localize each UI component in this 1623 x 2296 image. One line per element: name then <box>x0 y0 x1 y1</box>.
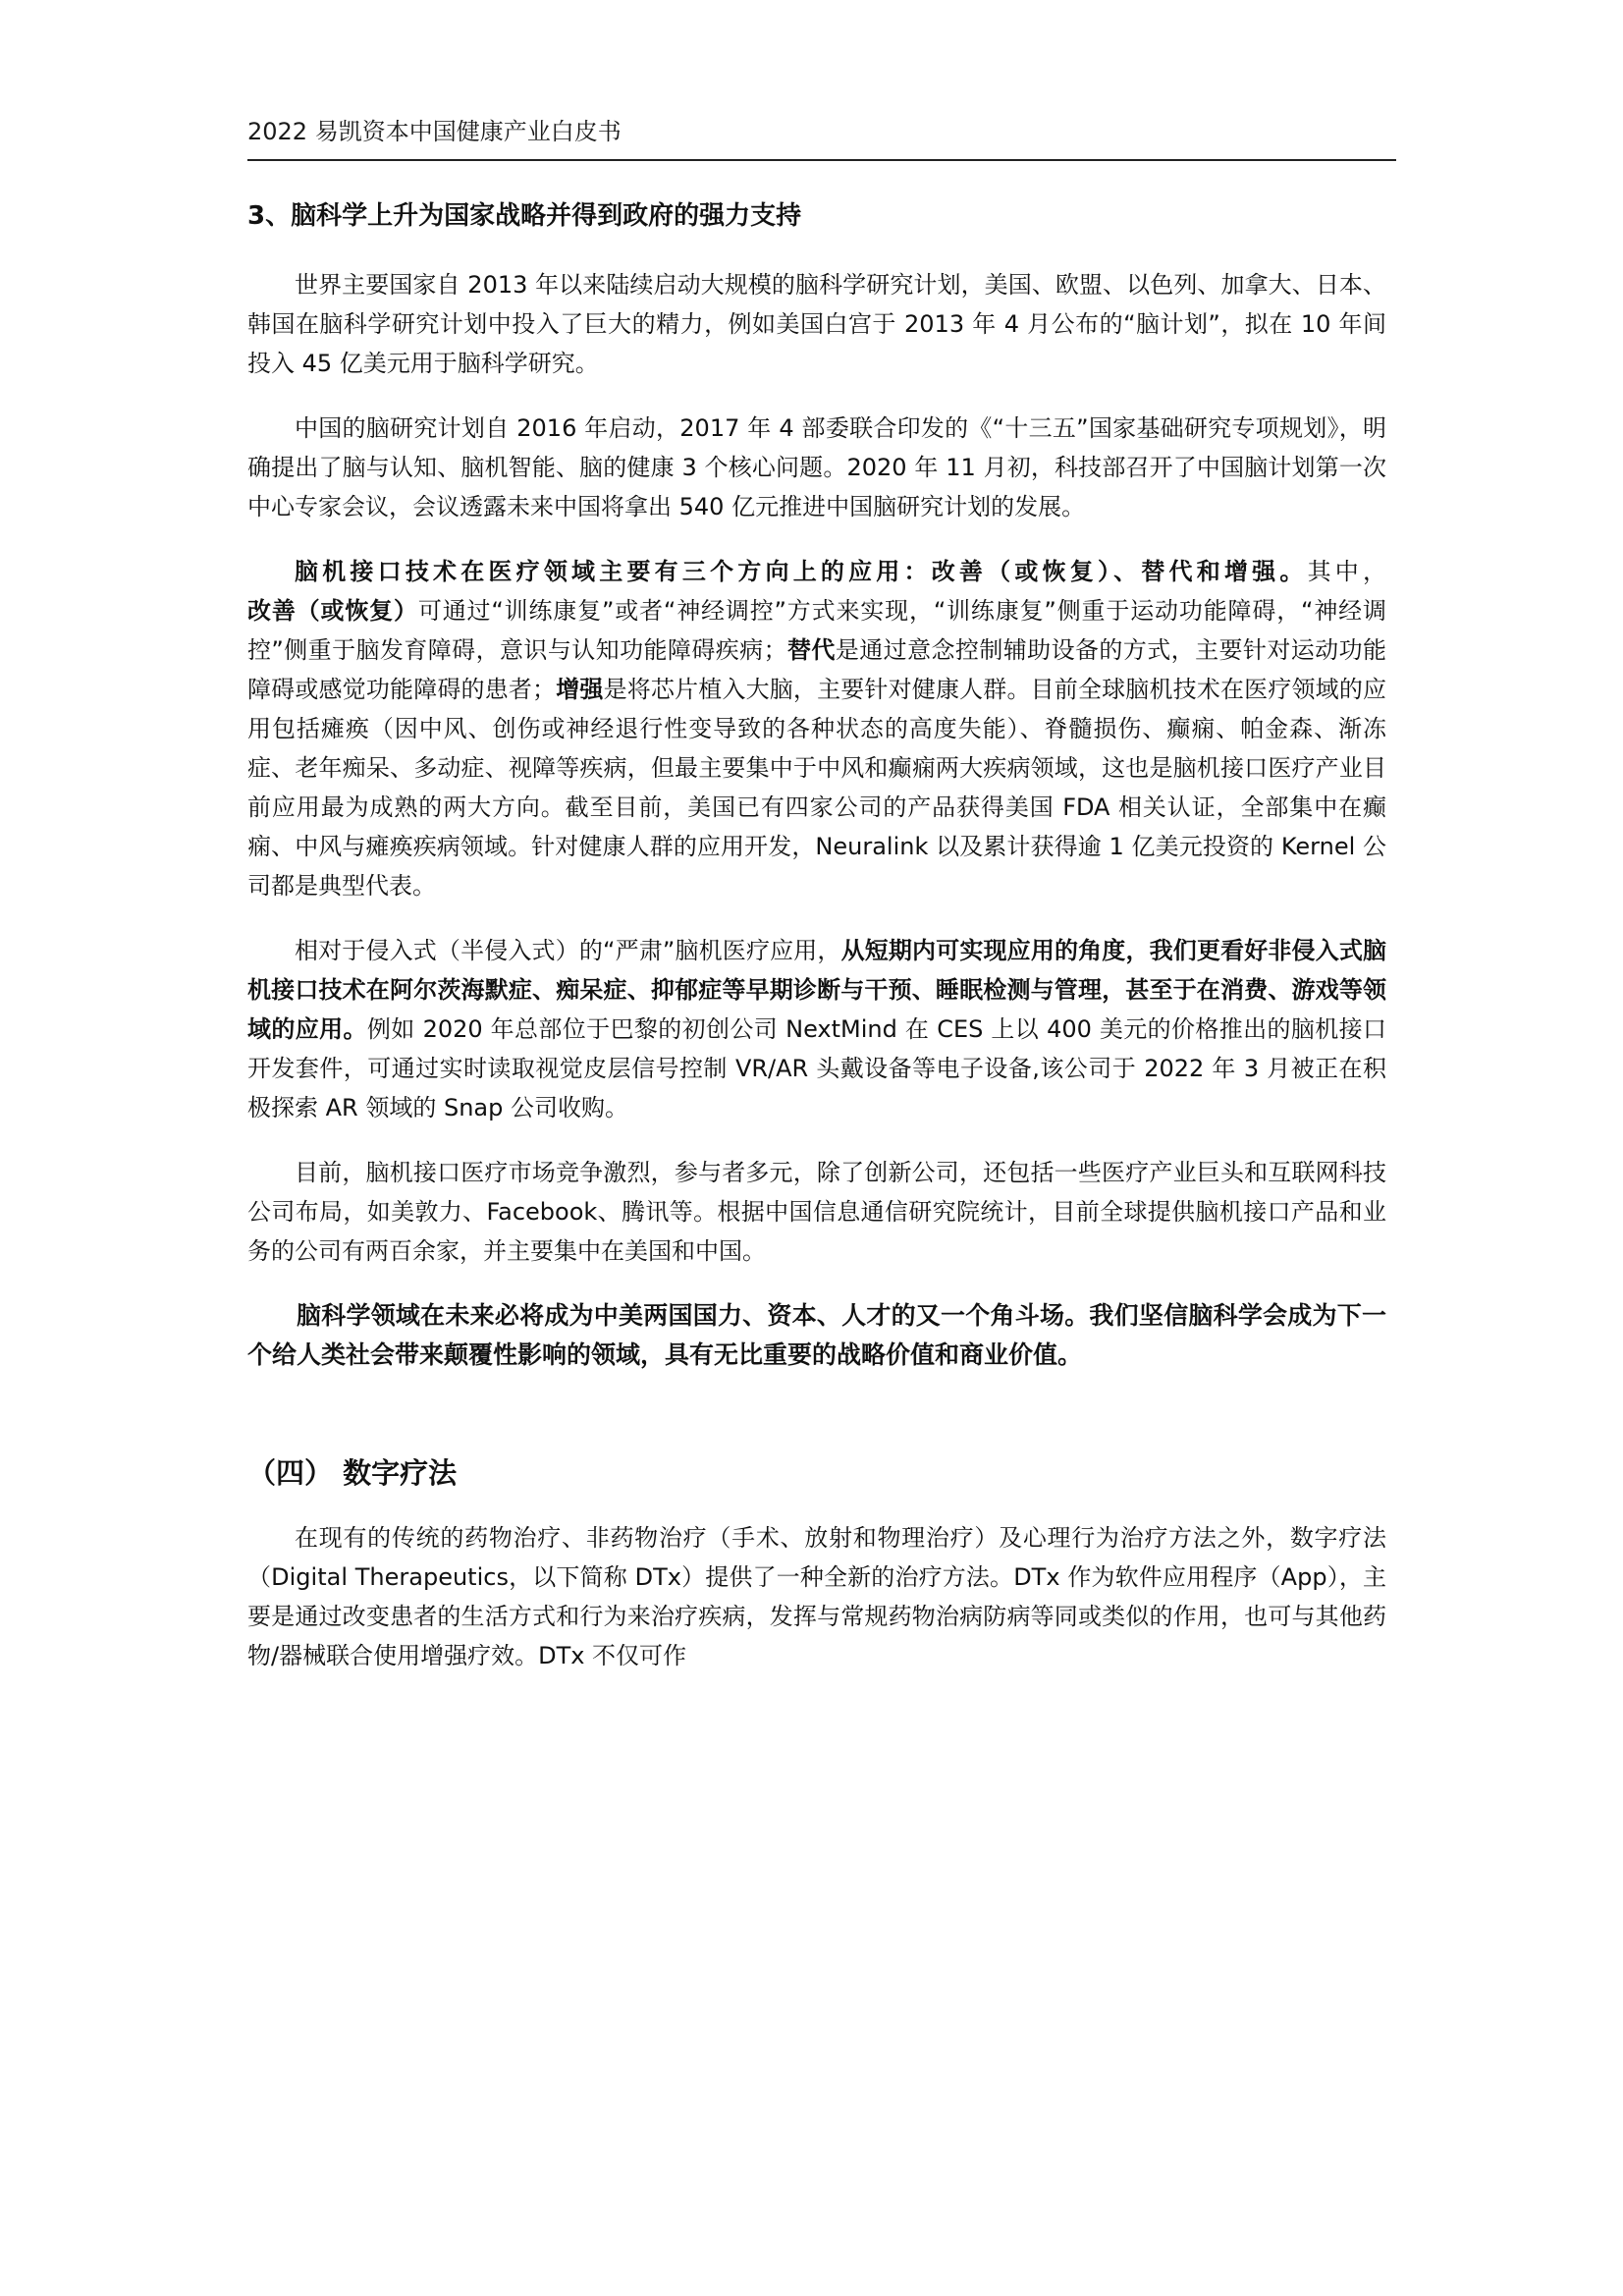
text-span: 相对于侵入式（半侵入式）的“严肃”脑机医疗应用， <box>295 937 841 964</box>
bold-non-invasive-outlook: 从短期内可实现应用的角度，我们更看好非侵入式脑机接口技术在阿尔茨海默症、痴呆症、抑郁症等早期诊断与干预、睡眠检测与管理，甚至于在消费、游戏等领域的应用。 <box>247 937 1386 1043</box>
document-body <box>247 196 1386 1701</box>
text-span: 可通过“训练康复”或者“神经调控”方式来实现，“训练康复”侧重于运动功能障碍，“神经调控”侧重于脑发育障碍，意识与认知功能障碍疾病； <box>247 597 1386 664</box>
text-span: 例如 2020 年总部位于巴黎的初创公司 NextMind 在 CES 上以 400 美元的价格推出的脑机接口开发套件，可通过实时读取视觉皮层信号控制 VR/AR 头戴设备等电子设备,该公司于 2022 年 3 月被正在积极探索 AR 领域的 Snap 公司收购。 <box>247 1015 1386 1121</box>
bold-improve: 改善（或恢复） <box>247 597 418 625</box>
section-heading-digital-therapeutics: （四） 数字疗法 <box>247 1456 458 1490</box>
bold-bci-three-directions: 脑机接口技术在医疗领域主要有三个方向上的应用：改善（或恢复）、替代和增强。 <box>295 558 1308 585</box>
text-span: 是通过意念控制辅助设备的方式，主要针对运动功能障碍或感觉功能障碍的患者； <box>247 636 1386 703</box>
page-header-title: 2022 易凯资本中国健康产业白皮书 <box>247 118 622 145</box>
paragraph-bci-market-competition: 目前，脑机接口医疗市场竞争激烈，参与者多元，除了创新公司，还包括一些医疗产业巨头和互联网科技公司布局，如美敦力、Facebook、腾讯等。根据中国信息通信研究院统计，目前全球提供脑机接口产品和业务的公司有两百余家，并主要集中在美国和中国。 <box>247 1159 1386 1265</box>
text-span: 是将芯片植入大脑，主要针对健康人群。目前全球脑机技术在医疗领域的应用包括瘫痪（因中风、创伤或神经退行性变导致的各种状态的高度失能）、脊髓损伤、癫痫、帕金森、渐冻症、老年痴呆、多动症、视障等疾病，但最主要集中于中风和癫痫两大疾病领域，这也是脑机接口医疗产业目前应用最为成熟的两大方向。截至目前，美国已有四家公司的产品获得美国 FDA 相关认证，全部集中在癫痫、中风与瘫痪疾病领域。针对健康人群的应用开发，Neuralink 以及累计获得逾 1 亿美元投资的 Kernel 公司都是典型代表。 <box>247 676 1387 900</box>
paragraph-non-invasive-bci <box>247 931 1386 1127</box>
paragraph-brain-science-conclusion: 脑科学领域在未来必将成为中美两国国力、资本、人才的又一个角斗场。我们坚信脑科学会成为下一个给人类社会带来颠覆性影响的领域，具有无比重要的战略价值和商业价值。 <box>247 1301 1386 1369</box>
paragraph-bci-medical-applications <box>247 552 1386 905</box>
paragraph-china-brain-plan: 中国的脑研究计划自 2016 年启动，2017 年 4 部委联合印发的《“十三五”国家基础研究专项规划》，明确提出了脑与认知、脑机智能、脑的健康 3 个核心问题。2020 年 11 月初，科技部召开了中国脑计划第一次中心专家会议，会议透露未来中国将拿出 540 亿元推进中国脑研究计划的发展。 <box>247 414 1386 520</box>
subsection-heading-3: 3、脑科学上升为国家战略并得到政府的强力支持 <box>247 201 802 231</box>
paragraph-brain-plans-world: 世界主要国家自 2013 年以来陆续启动大规模的脑科学研究计划，美国、欧盟、以色列、加拿大、日本、韩国在脑科学研究计划中投入了巨大的精力，例如美国白宫于 2013 年 4 月公布的“脑计划”，拟在 10 年间投入 45 亿美元用于脑科学研究。 <box>247 271 1386 377</box>
header-divider <box>247 159 1396 161</box>
paragraph-digital-therapeutics-intro: 在现有的传统的药物治疗、非药物治疗（手术、放射和物理治疗）及心理行为治疗方法之外，数字疗法（Digital Therapeutics，以下简称 DTx）提供了一种全新的治疗方法。DTx 作为软件应用程序（App），主要是通过改变患者的生活方式和行为来治疗疾病，发挥与常规药物治病防病等同或类似的作用，也可与其他药物/器械联合使用增强疗效。DTx 不仅可作 <box>247 1524 1386 1669</box>
bold-enhance: 增强 <box>556 676 604 703</box>
text-span: 其中， <box>1307 558 1387 585</box>
bold-replace: 替代 <box>786 636 836 664</box>
